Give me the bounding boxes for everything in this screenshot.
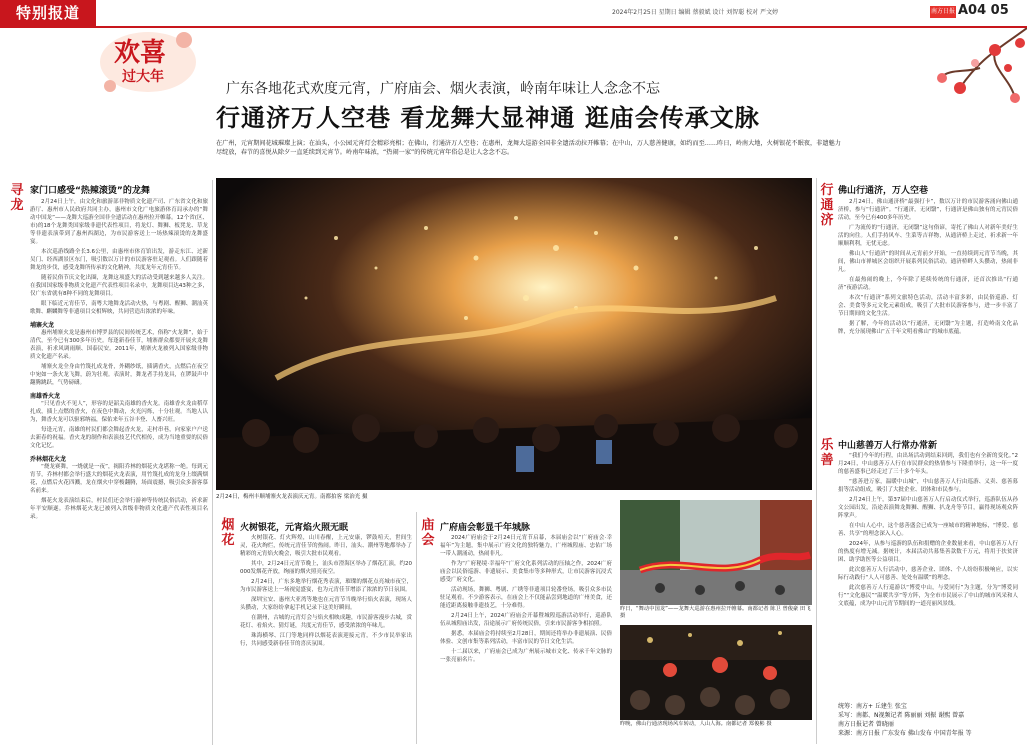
subhead-puzhai: 埔寨火龙 [30, 322, 55, 329]
subhead-qiaolin: 乔林烟花火龙 [30, 456, 67, 463]
foshan-title: 佛山行通济，万人空巷 [838, 186, 929, 196]
headline-lede: 在广州，元宵期间花城璀璨上演；在汕头，小公园元宵灯会精彩亮相；在佛山，行通济万人空巷；在惠州，龙舞大巡游全国非全遗活动拉开帷幕；在中山，万人慈善健康，如约而至……昨日，岭南大地，火树银花不眠夜，非遗魅力尽绽放，春节的喜悦从除夕一直延续到元宵节。岭南年味浓，“热闹一家”的传统元宵年俗总是让人念念不忘。 [216, 140, 841, 156]
page-header [0, 0, 1027, 28]
photo2-caption: 昨日，“舞动中国龙”——龙舞大巡游在惠州拉开帷幕。南都记者 陈卫 曾俊豪 田飞 摄 [620, 606, 811, 619]
zhongshan-body: “我们今年的行程，由出场活动到结束回到，我们也有全新的变化。”2月24日，中山慈善万人行在市民群众的热情参与下隆重举行，这一年一度的慈善盛事已经走过了三十多个年头。 “慈善进万家，温暖中山城”，中山慈善万人行由巡游、义卖、慈善募捐等活动组成，吸引了大批企业、团体和市民参与。 2月24日上午，第37届中山慈善万人行启动仪式举行，巡游队伍从孙文公园出发，沿途表演舞龙舞狮、醒狮、扒龙舟等节目，赢得现场观众阵阵掌声。 在中山人心中，这个慈善盛会已成为一座城市的精神地标，“博爱、慈善、共享”的理念深入人心。 2024年，从参与巡游的队伍和捐赠的企业数量来看，中山慈善万人行的热度有增无减。据统计，本届活动共募集善款数千万元，将用于扶贫济困、助学助医等公益项目。 此次慈善万人行活动中，慈善企业、团体、个人纷纷积极响应，以实际行动践行“人人可慈善、处处有温暖”的理念。 此次慈善万人行巡游以“博爱中山，与爱同行”为主题，分为“博爱同行”“文化惠民”“温暖共享”等方阵，为全市市民展示了中山的城市风采和人文底蕴，成为中山元宵节期间的一道亮丽风景线。 [838, 453, 1018, 607]
credit-line: 采写：南都、N视频记者 陈丽丽 刘振 谢熙 曾嘉 [838, 712, 965, 719]
fireworks-label: 烟花 [221, 518, 235, 548]
subhead-nanxiong: 南雄香火龙 [30, 393, 61, 400]
section-tab: 特别报道 [0, 0, 96, 26]
temple-fair-title: 广府庙会彰显千年城脉 [440, 523, 531, 533]
banner-line-1: 欢喜 [114, 38, 167, 68]
left-column-label: 寻龙 [10, 183, 24, 213]
temple-fair-label: 庙会 [421, 518, 435, 548]
photo-dragon-parade [620, 500, 812, 605]
issue-meta: 2024年2月25日 星期日 编辑 蔡毅斌 设计 刘智聪 校对 严文婷 [612, 9, 779, 16]
fireworks-title: 火树银花，元宵焰火照无眠 [240, 523, 349, 533]
column-divider [212, 180, 213, 745]
page-number: A04 05 [958, 3, 1009, 18]
foshan-label: 行通济 [820, 183, 834, 228]
credit-line: 来源：南方日报 广东发布 佛山发布 中国青年报 等 [838, 730, 972, 737]
temple-fair-body: 2024广府庙会于2月24日元宵节启幕，本届庙会以“广府庙会·幸福年”为主题，集中展示广府文化的独特魅力，广州城隍庙、忠佑广场一带人潮涌动，热闹非凡。 作为“广府秘境·幸福年”广府文化系列活动的压轴之作，2024广府庙会以民俗巡游、非遗展示、美食集市等多种形式，让市民游客沉浸式感受广府文化。 活动现场，舞狮、粤剧、广绣等非遗项目轮番登场，吸引众多市民驻足观看。不少游客表示，在庙会上不仅能品尝到地道的广州美食，还能近距离接触非遗技艺，十分难得。 2月24日上午，2024广府庙会开幕暨城隍巡游活动举行，巡游队伍从城隍庙出发，沿途展示广府传统民俗，引来市民游客争相拍照。 据悉，本届庙会将持续至2月28日，期间还将举办非遗展演、民俗体验、文创市集等系列活动，丰富市民的节日文化生活。 十二届以来，广府庙会已成为广州展示城市文化、传承千年文脉的一张亮丽名片。 [440, 535, 612, 663]
credit-line: 南方日报记者 曾晓丽 [838, 721, 894, 728]
foshan-body: 2月24日，佛山通济桥“最强打卡”，数以万计的市民游客涌向佛山通济桥，参与“行通济”。“行通济，无闭翳”，行通济是佛山独有的元宵民俗活动，至今已有400多年历史。 广为流传的“行通济，无闭翳”这句俗谚，寄托了佛山人对新年美好生活的向往。人们手持风车、生菜等吉祥物，从通济桥上走过，祈求新一年顺顺利利，无忧无虑。 佛山人“行通济”的时间从元宵前夕开始，一直持续到元宵节当晚，其间，佛山市禅城区会组织开展系列民俗活动。通济桥畔人头攒动，热闹非凡。 在最热闹的晚上，今年除了延续传统的行通济，还首次推出“行通济”夜游活动。 本次“行通济”系列文旅特色活动，活动丰富多彩，由民俗巡游、灯会、美食等多元文化元素组成，吸引了大批市民游客参与，进一步丰富了节日期间的文化生活。 据了解，今年的活动以“行通济，无闭翳”为主题，打造岭南文化品牌，充分展现佛山“五千年文明看佛山”的城市底蕴。 [838, 199, 1018, 335]
fireworks-body: 火树银花、灯火辉煌，山川春醒，上元安康，锣鼓喧天，世间生灵，花火绚烂，传统元宵佳节的热闹。昨日，汕头、潮州等地都举办了精彩的元宵焰火晚会，吸引大批市民观看。 其中，2月24日元宵节晚上，汕头市澄海区举办了烟花汇演，约20000发烟花齐放，绚丽的烟火照亮夜空。 2月24日，广东多地举行烟花秀表演，璀璨的烟花点亮城市夜空，为市民游客送上一场视觉盛宴，也为元宵佳节增添了浓浓的节日氛围。 深圳宝安、惠州大亚湾等地也在元宵节当晚举行焰火表演，现场人头攒动，大家纷纷拿起手机记录下这美好瞬间。 在潮州，古城的元宵灯会与焰火相映成趣，市民游客漫步古城，赏花灯、看焰火、猜灯谜，共度元宵佳节，感受浓浓的年味儿。 珠海横琴、江门等地同样以烟花表演迎接元宵，不少市民举家出行，共同感受新春佳节的喜庆氛围。 [240, 535, 412, 647]
paper-badge: 南方日报 [930, 6, 956, 18]
left-column-body: 2月24日上午，由文化和旅游部非物质文化遗产司、广东省文化和旅游厅、惠州市人民政府共同主办，惠州市文化广电旅游体育局承办的“舞动中国龙”——龙舞大巡游全国非全遗活动在惠州拉开帷幕。12个省(区、市)的18个龙舞类国家级非遗代表性项目，将龙灯、舞狮、板凳龙、草龙等非遗表演带到了惠州西湖边，为市民游客送上一场热辣滚烫的龙舞盛宴。 本次巡游线路全长3.6公里，由惠州市体育馆出发，游走东江、过新吴门、经西湖景区东门，吸引数以万计的市民游客驻足观看。人们跟随着舞龙的步伐，感受龙舞所传承的文化精神，共度龙年元宵佳节。 随着民俗节庆文化出圈，龙舞这项盛大的活动受到越来越多人关注。在我国国家级非物质文化遗产代表性项目名录中，龙舞项目达43种之多，仅广东省就有8种不同的龙舞项目。 眼下临近元宵佳节，南粤大地舞龙活动火热，与粤剧、醒狮、潮汕英歌舞、麒麟舞等非遗项目交相辉映，共同营造出浓浓的年味。 埔寨火龙 惠州埔寨火龙是惠州市博罗县的民间传统艺术，俗称“火龙舞”，始于清代，至今已有300多年历史。每逢新春佳节，埔寨群众都要开展火龙舞表演，祈求风调雨顺、国泰民安。2011年，埔寨火龙被列入国家级非物质文化遗产名录。 埔寨火龙全身由竹篾扎成龙骨，外糊纱纸，插满香火，点燃后在夜空中宛如一条火龙飞舞，蔚为壮观。表演时，舞龙者手持龙具，在锣鼓声中翻腾跳跃，气势磅礴。 南雄香火龙 “只见香火不见人”，形容的是韶关南雄的香火龙。南雄香火龙由稻草扎成，插上点燃的香火，在夜色中舞动，火光闪烁，十分壮观。当地人认为，舞香火龙可以驱邪纳福，保佑来年五谷丰登、人畜兴旺。 每逢元宵，南雄的村民们都会舞起香火龙，走村串巷，向家家户户送去新春的祝福。香火龙的制作和表演技艺代代相传，成为当地重要的民俗文化记忆。 乔林烟花火龙 “烧龙赛舞，一烧就是一夜”，揭阳乔林的烟花火龙堪称一绝。每到元宵节，乔林村都会举行盛大的烟花火龙表演，用竹篾扎成的龙身上缀满烟花，点燃后火花四溅，龙在烟火中穿梭翻腾，场面震撼，吸引众多游客慕名前来。 烟花火龙表演结束后，村民们还会举行游神等传统民俗活动，祈求新年平安顺遂。乔林烟花火龙已被列入省级非物质文化遗产代表性项目名录。 [30, 199, 208, 520]
zhongshan-title: 中山慈善万人行常办常新 [838, 441, 938, 451]
banner-line-2: 过大年 [122, 69, 164, 85]
column-divider [416, 512, 417, 744]
photo-foshan-crowd [620, 625, 812, 720]
main-photo-fire-dragon [216, 178, 812, 490]
festive-banner [98, 28, 200, 98]
main-photo-caption: 2月24日，梅州丰顺埔寨火龙表演庆元宵。南都拍客 梁治光 摄 [216, 494, 368, 500]
zhongshan-label: 乐善 [820, 438, 834, 468]
left-column-title: 家门口感受“热辣滚烫”的龙舞 [30, 186, 150, 196]
credits-block [838, 702, 1023, 738]
headline-title: 行通济万人空巷 看龙舞大显神通 逛庙会传承文脉 [216, 104, 760, 132]
plum-blossom-icon [920, 28, 1027, 133]
headline-kicker: 广东各地花式欢度元宵，广府庙会、烟火表演，岭南年味让人念念不忘 [226, 81, 660, 97]
column-divider [816, 178, 817, 744]
credit-line: 统筹：南方+ 丘建生 张宝 [838, 703, 907, 710]
photo3-caption: 昨晚，佛山行通济现场风车转动，人山人海。南都记者 郑俊彬 摄 [620, 721, 772, 727]
